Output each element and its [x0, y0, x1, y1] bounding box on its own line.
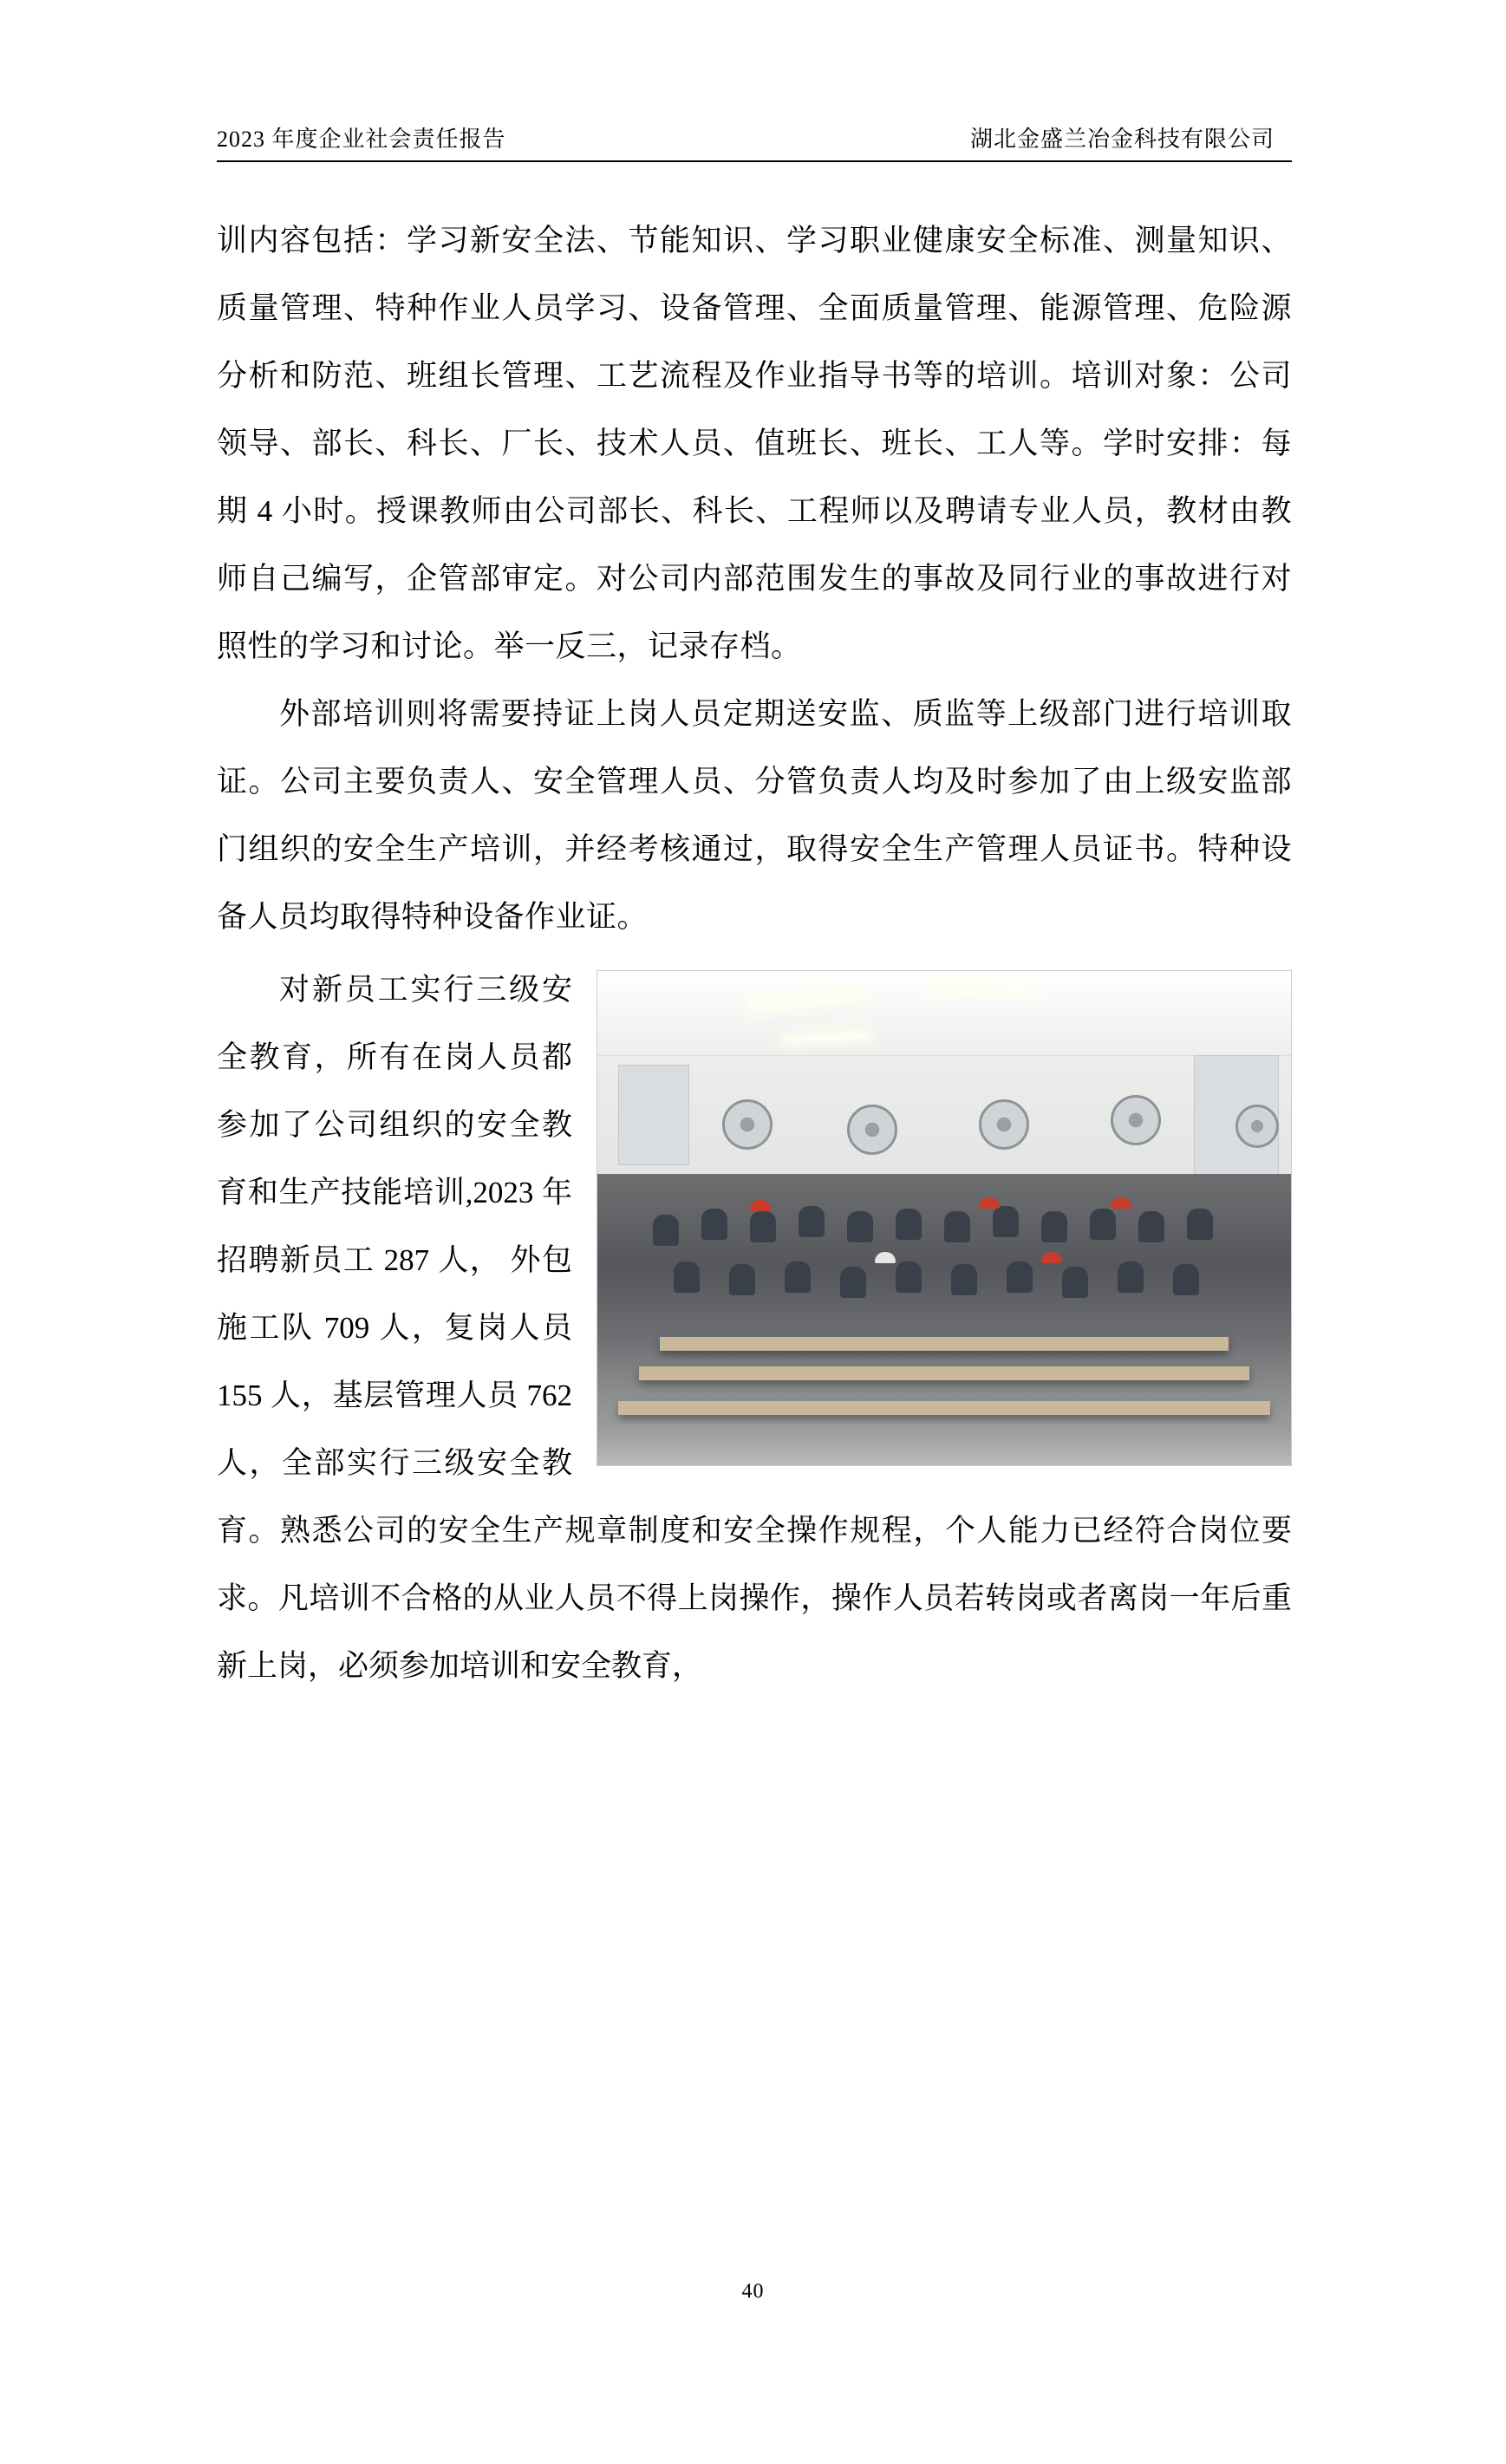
photo-attendee	[896, 1209, 922, 1240]
body-paragraphs	[217, 207, 1292, 951]
header-divider	[217, 160, 1292, 162]
paragraph-internal-training: 训内容包括：学习新安全法、节能知识、学习职业健康安全标准、测量知识、质量管理、特种作业人员学习、设备管理、全面质量管理、能源管理、危险源分析和防范、班组长管理、工艺流程及作业指导书等的培训。培训对象：公司领导、部长、科长、厂长、技术人员、值班长、班长、工人等。学时安排：每期 4 小时。授课教师由公司部长、科长、工程师以及聘请专业人员，教材由教师自己编写，企管部审定。对公司内部范围发生的事故及同行业的事故进行对照性的学习和讨论。举一反三，记录存档。	[217, 224, 1292, 663]
photo-attendee	[1090, 1209, 1116, 1240]
photo-attendee	[1007, 1261, 1033, 1293]
photo-red-helmet	[979, 1197, 1000, 1209]
photo-desk	[618, 1401, 1270, 1415]
photo-attendee	[993, 1206, 1019, 1237]
photo-red-helmet	[1111, 1197, 1131, 1209]
photo-attendee	[951, 1264, 977, 1295]
photo-attendee	[840, 1267, 866, 1298]
safety-training-classroom-photo	[597, 970, 1292, 1466]
photo-attendee	[799, 1206, 825, 1237]
header-company-name: 湖北金盛兰冶金科技有限公司	[969, 127, 1275, 152]
photo-attendee	[1062, 1267, 1088, 1298]
photo-attendee	[896, 1261, 922, 1293]
photo-attendee	[653, 1215, 679, 1246]
paragraph-three-level-education: 对新员工实行三级安全教育，所有在岗人员都参加了公司组织的安全教育和生产技能培训,2023 年招聘新员工 287 人， 外包施工队 709 人，复岗人员 155 人，基层管理人员 762 人，全部实行三级安全教育。熟悉公司的安全生产规章制度和安全操作规程，个人能力已经符合岗位要求。凡培训不合格的从业人员不得上岗操作，操作人员若转岗或者离岗一年后重新上岗，必须参加培训和安全教育，	[217, 973, 1292, 1683]
photo-wall-fan	[847, 1105, 897, 1155]
paragraph-external-training: 外部培训则将需要持证上岗人员定期送安监、质监等上级部门进行培训取证。公司主要负责人、安全管理人员、分管负责人均及时参加了由上级安监部门组织的安全生产培训，并经考核通过，取得安全生产管理人员证书。特种设备人员均取得特种设备作业证。	[217, 697, 1292, 934]
photo-white-helmet	[875, 1252, 896, 1263]
photo-attendee	[944, 1211, 970, 1242]
page-header	[217, 121, 1292, 159]
photo-attendee	[1173, 1264, 1199, 1295]
photo-attendee	[729, 1264, 755, 1295]
header-report-title: 2023 年度企业社会责任报告	[217, 127, 506, 152]
photo-window	[618, 1065, 689, 1165]
photo-desk	[639, 1366, 1249, 1380]
photo-attendee	[847, 1211, 873, 1242]
photo-red-helmet	[1041, 1252, 1062, 1263]
photo-attendee	[1118, 1261, 1144, 1293]
photo-wall-fan	[979, 1099, 1029, 1150]
photo-attendee	[1138, 1211, 1164, 1242]
page-content	[217, 121, 1292, 1700]
photo-audience	[597, 1174, 1291, 1465]
paragraph-three-level-education-block	[217, 956, 1292, 1700]
photo-floor	[597, 1424, 1291, 1465]
page-number: 40	[741, 2280, 765, 2303]
photo-attendee	[750, 1211, 776, 1242]
photo-attendee	[1187, 1209, 1213, 1240]
photo-desk	[660, 1337, 1229, 1351]
photo-red-helmet	[750, 1200, 771, 1211]
photo-attendee	[701, 1209, 727, 1240]
photo-attendee	[674, 1261, 700, 1293]
photo-attendee	[1041, 1211, 1067, 1242]
photo-wall-fan	[1235, 1105, 1279, 1148]
photo-attendee	[785, 1261, 811, 1293]
photo-wall-fan	[1111, 1095, 1161, 1145]
photo-wall-fan	[722, 1099, 773, 1150]
